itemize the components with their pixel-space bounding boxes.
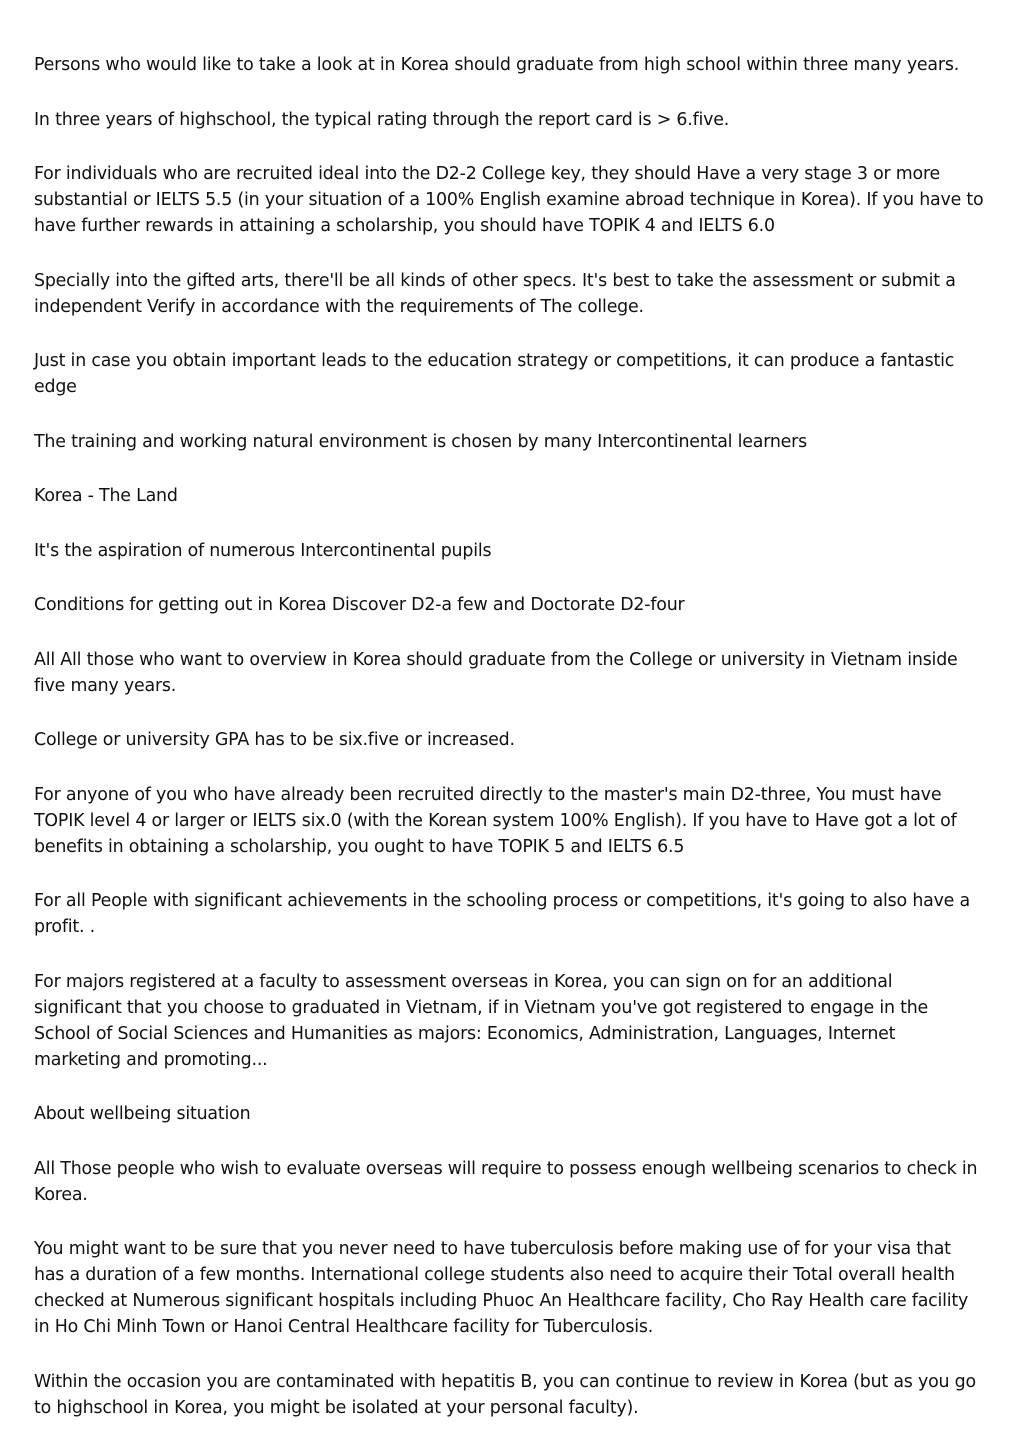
paragraph-12: For anyone of you who have already been recruited directly to the master's main D2-three, You must have TOPIK level 4 or larger or IELTS six.0 (with the Korean system 100% English). If you have to Have got a lot of benefits in obtaining a scholarship, you ought to have TOPIK 5 and IELTS 6.5 <box>34 784 957 857</box>
paragraph-3: For individuals who are recruited ideal into the D2-2 College key, they should Have a very stage 3 or more substantial or IELTS 5.5 (in your situation of a 100% English examine abroad technique in Korea). If you have to have further rewards in attaining a scholarship, you should have TOPIK 4 and IELTS 6.0 <box>34 164 984 236</box>
section-heading-korea-the-land: Korea - The Land <box>34 486 178 506</box>
paragraph-11: College or university GPA has to be six.five or increased. <box>34 730 515 750</box>
paragraph-18: Within the occasion you are contaminated with hepatitis B, you can continue to review in Korea (but as you go to highschool in Korea, you might be isolated at your personal faculty). <box>34 1371 976 1418</box>
paragraph-6: The training and working natural environment is chosen by many Intercontinental learners <box>34 431 807 452</box>
paragraph-10: All All those who want to overview in Korea should graduate from the College or university in Vietnam inside five many years. <box>34 649 958 696</box>
paragraph-16: All Those people who wish to evaluate overseas will require to possess enough wellbeing scenarios to check in Korea. <box>34 1158 978 1205</box>
paragraph-13: For all People with significant achievements in the schooling process or competitions, it's going to also have a profit. . <box>34 891 970 937</box>
section-heading-wellbeing: About wellbeing situation <box>34 1104 251 1124</box>
section-heading-master-doctorate: Conditions for getting out in Korea Discover D2-a few and Doctorate D2-four <box>34 595 685 615</box>
paragraph-4: Specially into the gifted arts, there'll be all kinds of other specs. It's best to take the assessment or submit a independent Verify in accordance with the requirements of The college. <box>34 270 956 317</box>
document-body <box>34 52 984 1449</box>
paragraph-5: Just in case you obtain important leads to the education strategy or competitions, it can produce a fantastic edge <box>34 351 955 397</box>
paragraph-1: Persons who would like to take a look at in Korea should graduate from high school within three many years. <box>34 55 960 75</box>
paragraph-17: You might want to be sure that you never need to have tuberculosis before making use of for your visa that has a duration of a few months. International college students also need to acquire their Total overall health checked at Numerous significant hospitals including Phuoc An Healthcare facility, Cho Ray Health care facility in Ho Chi Minh Town or Hanoi Central Healthcare facility for Tuberculosis. <box>34 1239 969 1337</box>
paragraph-14: For majors registered at a faculty to assessment overseas in Korea, you can sign on for an additional significant that you choose to graduated in Vietnam, if in Vietnam you've got registered to engage in the School of Social Sciences and Humanities as majors: Economics, Administration, Languages, Internet marketing and promoting... <box>34 971 929 1070</box>
paragraph-2: In three years of highschool, the typical rating through the report card is > 6.five. <box>34 109 730 130</box>
paragraph-8: It's the aspiration of numerous Intercontinental pupils <box>34 540 492 561</box>
